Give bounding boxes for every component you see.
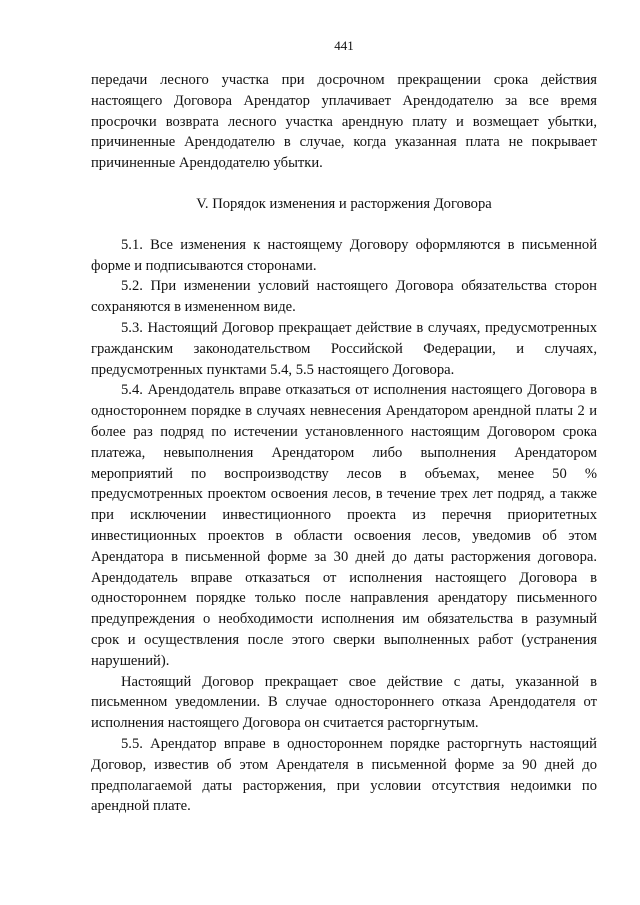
paragraph-5-3: 5.3. Настоящий Договор прекращает действие в случаях, предусмотренных гражданским законодательством Российской Федерации, и случаях, предусмотренных пунктами 5.4, 5.5 настоящего Договора. bbox=[91, 319, 597, 378]
section-heading: V. Порядок изменения и расторжения Договора bbox=[196, 195, 492, 212]
paragraph-5-4: 5.4. Арендодатель вправе отказаться от исполнения настоящего Договора в одностороннем порядке в случаях невнесения Арендатором арендной платы 2 и более раз подряд по истечении установленного настоящим Договором срока платежа, невыполнения Арендатором либо выполнения Арендатором мероприятий по воспроизводству лесов в объемах, менее 50 % предусмотренных проектом освоения лесов, в течение трех лет подряд, а также при исключении инвестиционного проекта из перечня приоритетных инвестиционных проектов в области освоения лесов, уведомив об этом Арендатора в письменной форме за 30 дней до даты расторжения договора. Арендодатель вправе отказаться от исполнения настоящего Договора в одностороннем порядке только после направления арендатору письменного предупреждения о необходимости исполнения им обязательства в разумный срок и осуществления после этого сверки выполненных работ (устранения нарушений). bbox=[91, 382, 597, 669]
paragraph-5-2: 5.2. При изменении условий настоящего Договора обязательства сторон сохраняются в измененном виде. bbox=[91, 278, 597, 316]
paragraph-5-5: 5.5. Арендатор вправе в одностороннем порядке расторгнуть настоящий Договор, известив об этом Арендателя в письменной форме за 90 дней до предполагаемой даты расторжения, при условии отсутствия недоимки по арендной плате. bbox=[91, 735, 597, 815]
document-body bbox=[91, 70, 597, 817]
paragraph-5-1: 5.1. Все изменения к настоящему Договору оформляются в письменной форме и подписываются сторонами. bbox=[91, 236, 597, 274]
paragraph-termination: Настоящий Договор прекращает свое действие с даты, указанной в письменном уведомлении. В случае одностороннего отказа Арендодателя от исполнения настоящего Договора он считается расторгнутым. bbox=[91, 673, 597, 732]
page-number: 441 bbox=[334, 38, 354, 53]
paragraph-intro: передачи лесного участка при досрочном прекращении срока действия настоящего Договора Арендатор уплачивает Арендодателю за все время просрочки возврата лесного участка арендную плату и возмещает убытки, причиненные Арендодателю в случае, когда указанная плата не покрывает причиненные Арендодателю убытки. bbox=[91, 72, 597, 172]
